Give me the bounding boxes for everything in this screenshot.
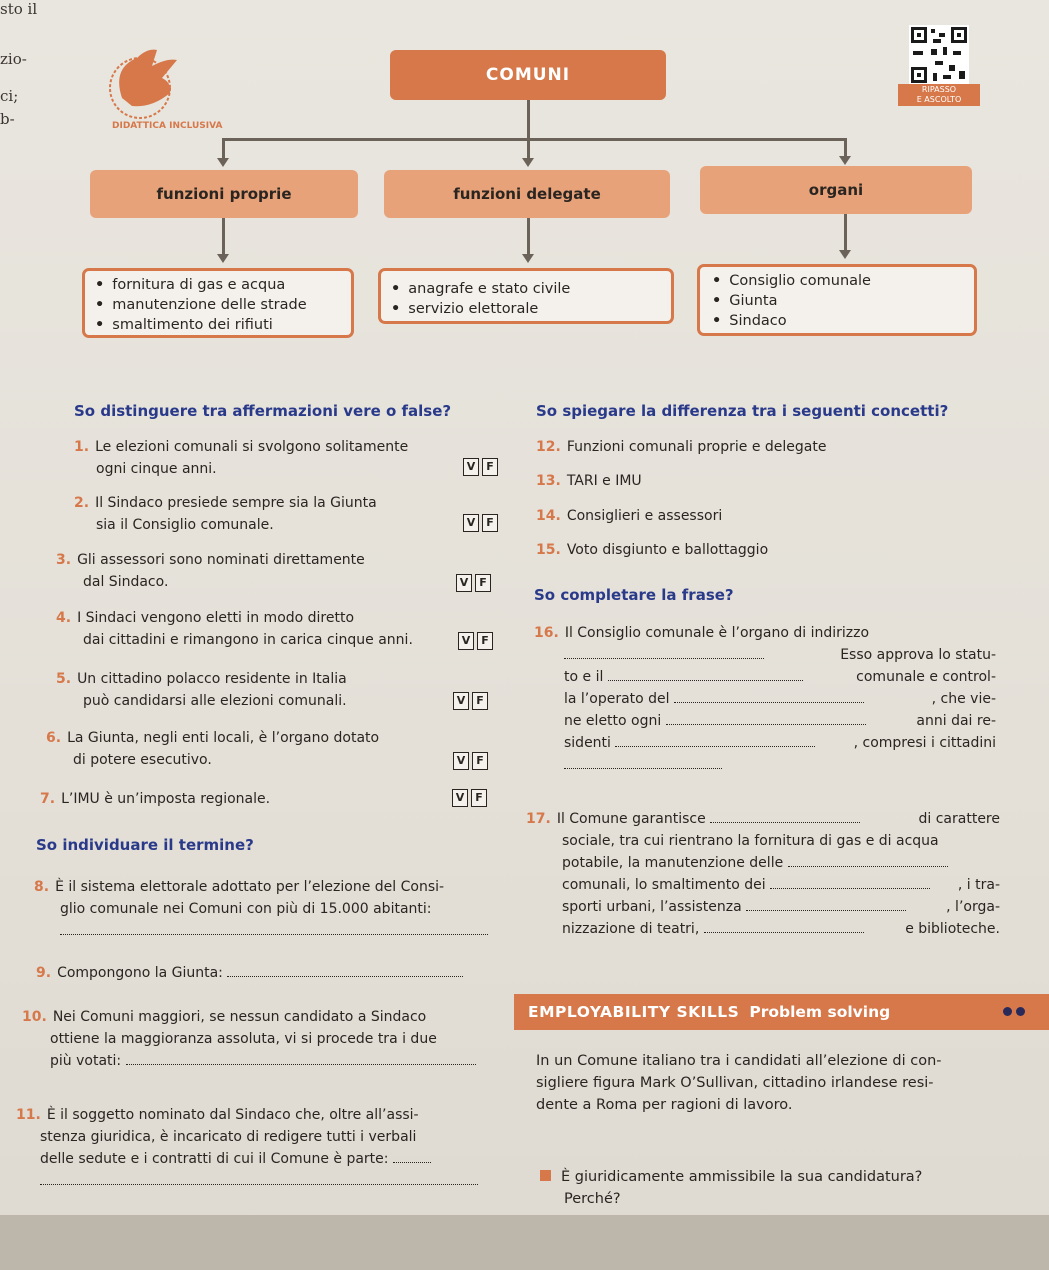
- list-item: • anagrafe e stato civile: [391, 279, 661, 299]
- question-3: 3. Gli assessori sono nominati direttamente dal Sindaco.: [56, 552, 365, 590]
- list-item: • smaltimento dei rifiuti: [95, 315, 341, 335]
- list-funzioni-proprie: [82, 268, 354, 338]
- employability-text: In un Comune italiano tra i candidati all’elezione di con- sigliere figura Mark O’Sullivan, cittadino irlandese resi- dente a Roma per ragioni di lavoro.: [536, 1053, 942, 1113]
- employability-question: È giuridicamente ammissibile la sua candidatura? Perché?: [540, 1166, 1010, 1210]
- list-funzioni-delegate: [378, 268, 674, 324]
- vf-box-5[interactable]: [453, 692, 488, 710]
- question-16: 16. Il Consiglio comunale è l’organo di indirizzo Esso approva lo statu- to e il comunale e control- la l’operato del , che vie- ne eletto ogni anni dai re- sidenti , compresi i cittadini: [534, 622, 996, 776]
- connector-line: [844, 214, 847, 252]
- answer-field-16a[interactable]: [564, 644, 764, 659]
- answer-field-8[interactable]: [60, 920, 488, 935]
- true-checkbox[interactable]: V: [463, 458, 479, 476]
- list-item: • servizio elettorale: [391, 299, 661, 319]
- true-checkbox[interactable]: V: [453, 752, 469, 770]
- list-item: • Giunta: [712, 291, 964, 311]
- vf-box-7[interactable]: [452, 789, 487, 807]
- question-7: 7. L’IMU è un’imposta regionale.: [40, 791, 271, 807]
- false-checkbox[interactable]: F: [472, 692, 488, 710]
- answer-field-16e[interactable]: [615, 732, 815, 747]
- margin-fragment: zio-: [0, 50, 27, 68]
- answer-field-11b[interactable]: [40, 1170, 478, 1185]
- true-checkbox[interactable]: V: [463, 514, 479, 532]
- margin-fragment: sto il: [0, 0, 38, 18]
- connector-line: [222, 218, 225, 256]
- false-checkbox[interactable]: F: [471, 789, 487, 807]
- vf-box-4[interactable]: [458, 632, 493, 650]
- question-14: 14. Consiglieri e assessori: [536, 508, 723, 524]
- list-item: • Sindaco: [712, 311, 964, 331]
- arrow-down-icon: [522, 158, 534, 167]
- qr-label: RIPASSO E ASCOLTO: [898, 84, 980, 106]
- connector-line: [527, 218, 530, 256]
- true-checkbox[interactable]: V: [458, 632, 474, 650]
- list-item: • Consiglio comunale: [712, 271, 964, 291]
- vf-box-6[interactable]: [453, 752, 488, 770]
- answer-field-17c[interactable]: [770, 874, 930, 889]
- connector-line: [222, 138, 847, 141]
- false-checkbox[interactable]: F: [477, 632, 493, 650]
- category-organi: organi: [700, 166, 972, 214]
- question-10: 10. Nei Comuni maggiori, se nessun candidato a Sindaco ottiene la maggioranza assoluta, vi si procede tra i due più votati:: [22, 1006, 512, 1072]
- arrow-down-icon: [217, 254, 229, 263]
- question-9: 9. Compongono la Giunta:: [36, 962, 506, 984]
- category-funzioni-proprie: funzioni proprie: [90, 170, 358, 218]
- list-organi: [697, 264, 977, 336]
- list-item: • manutenzione delle strade: [95, 295, 341, 315]
- diagram-header: COMUNI: [390, 50, 666, 100]
- logo-text: DIDATTICA INCLUSIVA: [112, 121, 223, 131]
- arrow-down-icon: [522, 254, 534, 263]
- arrow-down-icon: [839, 250, 851, 259]
- section-title-explain: So spiegare la differenza tra i seguenti concetti?: [536, 402, 949, 420]
- employability-banner: EMPLOYABILITY SKILLS Problem solving: [514, 994, 1049, 1030]
- answer-field-16b[interactable]: [608, 666, 803, 681]
- question-1: 1. Le elezioni comunali si svolgono solitamente ogni cinque anni.: [74, 439, 409, 477]
- answer-field-16d[interactable]: [666, 710, 866, 725]
- dots-icon: [1003, 1007, 1025, 1016]
- false-checkbox[interactable]: F: [475, 574, 491, 592]
- answer-field-9[interactable]: [227, 962, 463, 977]
- false-checkbox[interactable]: F: [472, 752, 488, 770]
- true-checkbox[interactable]: V: [456, 574, 472, 592]
- section-title-true-false: So distinguere tra affermazioni vere o false?: [74, 402, 452, 420]
- vf-box-2[interactable]: [463, 514, 498, 532]
- section-title-identify: So individuare il termine?: [36, 836, 254, 854]
- connector-line: [844, 138, 847, 158]
- didattica-inclusiva-logo: [92, 38, 223, 133]
- arrow-down-icon: [839, 156, 851, 165]
- false-checkbox[interactable]: F: [482, 514, 498, 532]
- vf-box-1[interactable]: [463, 458, 498, 476]
- question-11: 11. È il soggetto nominato dal Sindaco che, oltre all’assi- stenza giuridica, è incaricato di redigere tutti i verbali delle sedute e i contratti di cui il Comune è parte:: [16, 1104, 516, 1192]
- question-17: 17. Il Comune garantisce di carattere sociale, tra cui rientrano la fornitura di gas e di acqua potabile, la manutenzione delle comunali, lo smaltimento dei , i tra- sporti urbani, l’assistenza , l’orga- nizzazione di teatri, e biblioteche.: [526, 808, 1000, 940]
- true-checkbox[interactable]: V: [453, 692, 469, 710]
- answer-field-17d[interactable]: [746, 896, 906, 911]
- question-2: 2. Il Sindaco presiede sempre sia la Giunta sia il Consiglio comunale.: [74, 495, 377, 533]
- margin-fragment: b-: [0, 110, 15, 128]
- false-checkbox[interactable]: F: [482, 458, 498, 476]
- question-5: 5. Un cittadino polacco residente in Italia può candidarsi alle elezioni comunali.: [56, 671, 347, 709]
- answer-field-16f[interactable]: [564, 754, 722, 769]
- question-8: 8. È il sistema elettorale adottato per l’elezione del Consi- glio comunale nei Comuni con più di 15.000 abitanti:: [34, 876, 514, 942]
- section-title-complete: So completare la frase?: [534, 586, 734, 604]
- question-15: 15. Voto disgiunto e ballottaggio: [536, 542, 769, 558]
- category-funzioni-delegate: funzioni delegate: [384, 170, 670, 218]
- answer-field-10[interactable]: [126, 1050, 476, 1065]
- question-4: 4. I Sindaci vengono eletti in modo diretto dai cittadini e rimangono in carica cinque anni.: [56, 610, 413, 648]
- question-12: 12. Funzioni comunali proprie e delegate: [536, 439, 827, 455]
- margin-fragment: ci;: [0, 87, 19, 105]
- answer-field-17e[interactable]: [704, 918, 864, 933]
- answer-field-16c[interactable]: [674, 688, 864, 703]
- table-surface: [0, 1215, 1049, 1270]
- connector-line: [527, 100, 530, 140]
- answer-field-17a[interactable]: [710, 808, 860, 823]
- true-checkbox[interactable]: V: [452, 789, 468, 807]
- qr-code-icon[interactable]: [909, 25, 969, 85]
- connector-line: [527, 138, 530, 160]
- list-item: • fornitura di gas e acqua: [95, 275, 341, 295]
- connector-line: [222, 138, 225, 160]
- question-6: 6. La Giunta, negli enti locali, è l’organo dotato di potere esecutivo.: [46, 730, 380, 768]
- answer-field-11[interactable]: [393, 1148, 431, 1163]
- arrow-down-icon: [217, 158, 229, 167]
- vf-box-3[interactable]: [456, 574, 491, 592]
- answer-field-17b[interactable]: [788, 852, 948, 867]
- question-13: 13. TARI e IMU: [536, 473, 642, 489]
- square-bullet-icon: [540, 1170, 551, 1181]
